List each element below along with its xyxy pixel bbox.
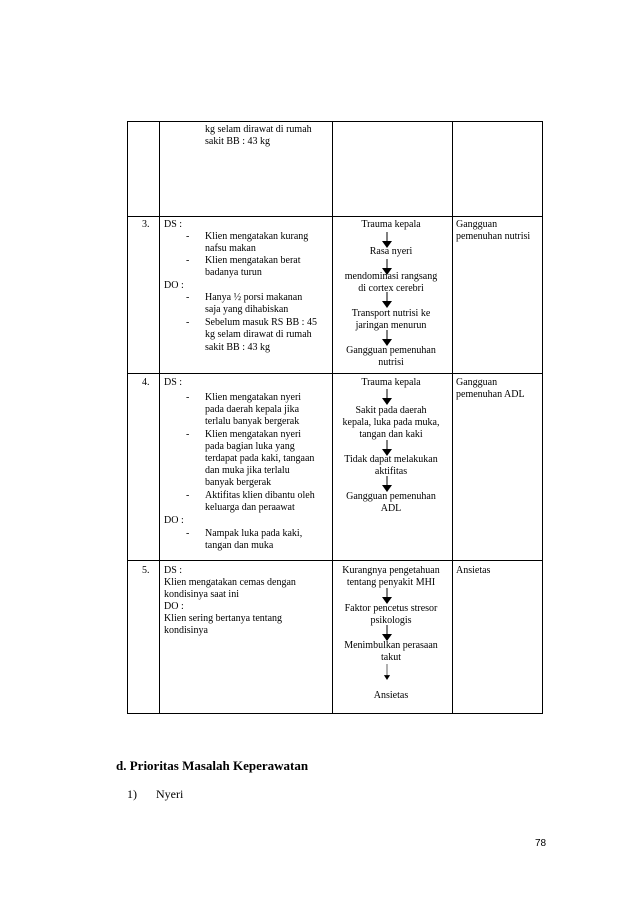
data-text: Nampak luka pada kaki, xyxy=(205,528,303,539)
etiology-text: Rasa nyeri xyxy=(369,246,413,257)
bullet-dash: - xyxy=(186,292,190,303)
row-divider xyxy=(128,560,542,561)
data-text: badanya turun xyxy=(205,267,262,278)
etiology-text: Gangguan pemenuhan xyxy=(346,491,436,502)
data-text: terlalu banyak bergerak xyxy=(205,416,300,427)
page-number: 78 xyxy=(535,838,547,849)
data-text: Klien mengatakan nyeri xyxy=(205,429,302,440)
data-text: DO : xyxy=(164,601,184,612)
etiology-text: kepala, luka pada muka, xyxy=(342,417,440,428)
row-divider xyxy=(128,216,542,217)
etiology-text: mendominasi rangsang xyxy=(344,271,438,282)
row-number: 3. xyxy=(142,219,150,230)
etiology-text: aktifitas xyxy=(374,466,408,477)
etiology-text: Tidak dapat melakukan xyxy=(344,454,438,465)
do-label: DO : xyxy=(164,280,184,291)
cell-text: kg selam dirawat di rumah xyxy=(205,124,312,135)
etiology-text: di cortex cerebri xyxy=(358,283,424,294)
etiology-text: Trauma kepala xyxy=(361,219,421,230)
bullet-dash: - xyxy=(186,317,190,328)
bullet-dash: - xyxy=(186,429,190,440)
data-text: banyak bergerak xyxy=(205,477,272,488)
ds-label: DS : xyxy=(164,377,183,388)
etiology-text: Ansietas xyxy=(373,690,409,701)
data-text: Klien sering bertanya tentang xyxy=(164,613,283,624)
arrow-down-icon xyxy=(382,664,392,680)
etiology-text: takut xyxy=(381,652,401,663)
data-text: Hanya ½ porsi makanan xyxy=(205,292,303,303)
list-item-text: Nyeri xyxy=(156,787,184,801)
etiology-text: tentang penyakit MHI xyxy=(346,577,436,588)
data-text: pada bagian luka yang xyxy=(205,441,295,452)
etiology-text: psikologis xyxy=(370,615,412,626)
ds-label: DS : xyxy=(164,219,183,230)
arrow-down-icon xyxy=(382,625,392,641)
arrow-down-icon xyxy=(382,292,392,308)
data-text: Klien mengatakan berat xyxy=(205,255,301,266)
etiology-text: nutrisi xyxy=(378,357,404,368)
data-text: keluarga dan peraawat xyxy=(205,502,295,513)
bullet-dash: - xyxy=(186,231,190,242)
problem-text: pemenuhan ADL xyxy=(456,389,525,400)
data-text: kondisinya xyxy=(164,625,208,636)
data-text: nafsu makan xyxy=(205,243,256,254)
problem-text: Gangguan xyxy=(456,377,498,388)
etiology-text: ADL xyxy=(380,503,402,514)
data-text: saja yang dihabiskan xyxy=(205,304,289,315)
data-text: DS : xyxy=(164,565,183,576)
data-text: kondisinya saat ini xyxy=(164,589,239,600)
bullet-dash: - xyxy=(186,490,190,501)
row-number: 5. xyxy=(142,565,150,576)
arrow-down-icon xyxy=(382,476,392,492)
etiology-text: Kurangnya pengetahuan xyxy=(342,565,440,576)
etiology-text: tangan dan kaki xyxy=(359,429,423,440)
bullet-dash: - xyxy=(186,392,190,403)
data-text: tangan dan muka xyxy=(205,540,274,551)
data-text: Aktifitas klien dibantu oleh xyxy=(205,490,315,501)
etiology-text: Trauma kepala xyxy=(361,377,421,388)
data-text: Klien mengatakan cemas dengan xyxy=(164,577,296,588)
etiology-text: Menimbulkan perasaan xyxy=(344,640,438,651)
do-label: DO : xyxy=(164,515,184,526)
data-text: Klien mengatakan nyeri xyxy=(205,392,302,403)
bullet-dash: - xyxy=(186,528,190,539)
data-text: pada daerah kepala jika xyxy=(205,404,300,415)
etiology-text: jaringan menurun xyxy=(355,320,427,331)
data-text: Sebelum masuk RS BB : 45 xyxy=(205,317,317,328)
problem-text: Ansietas xyxy=(456,565,491,576)
data-text: Klien mengatakan kurang xyxy=(205,231,309,242)
etiology-text: Faktor pencetus stresor xyxy=(344,603,438,614)
etiology-text: Sakit pada daerah xyxy=(355,405,427,416)
row-number: 4. xyxy=(142,377,150,388)
data-text: dan muka jika terlalu xyxy=(205,465,290,476)
data-text: sakit BB : 43 kg xyxy=(205,342,271,353)
etiology-text: Transport nutrisi ke xyxy=(351,308,431,319)
bullet-dash: - xyxy=(186,255,190,266)
problem-text: pemenuhan nutrisi xyxy=(456,231,531,242)
data-text: kg selam dirawat di rumah xyxy=(205,329,312,340)
section-heading: d. Prioritas Masalah Keperawatan xyxy=(116,758,309,773)
column-divider xyxy=(159,122,160,713)
list-item-number: 1) xyxy=(127,787,137,801)
arrow-down-icon xyxy=(382,389,392,405)
cell-text: sakit BB : 43 kg xyxy=(205,136,271,147)
arrow-down-icon xyxy=(382,330,392,346)
column-divider xyxy=(452,122,453,713)
row-divider xyxy=(128,373,542,374)
problem-text: Gangguan xyxy=(456,219,498,230)
etiology-text: Gangguan pemenuhan xyxy=(346,345,436,356)
arrow-down-icon xyxy=(382,588,392,604)
data-text: terdapat pada kaki, tangaan xyxy=(205,453,315,464)
